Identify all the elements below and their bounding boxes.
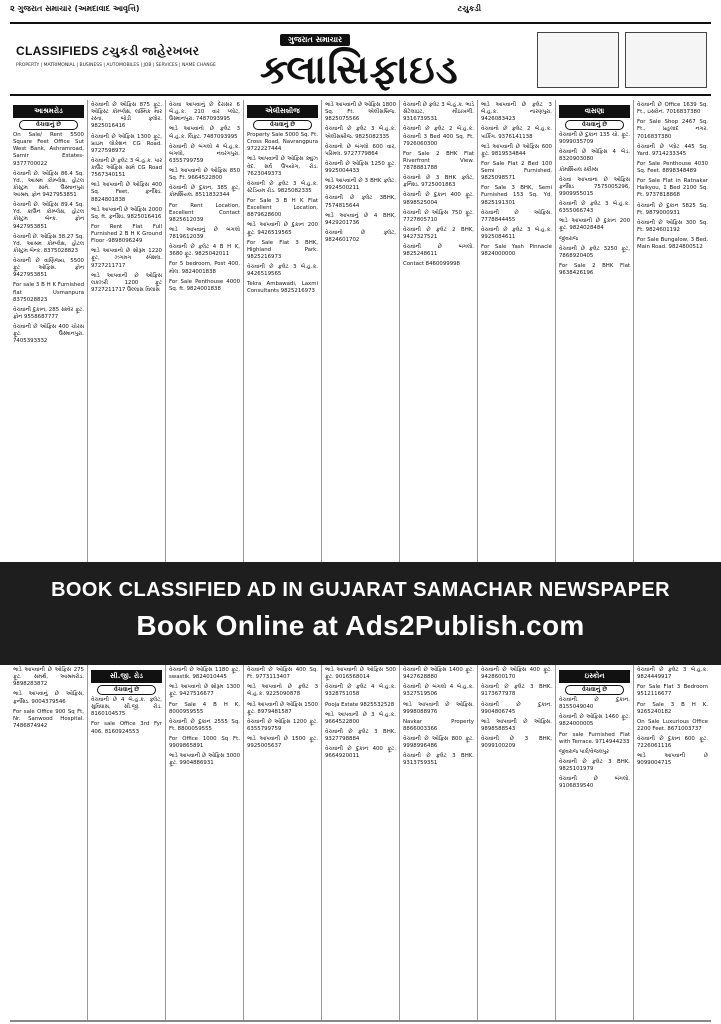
classified-column [322,100,400,562]
classified-ad: For Sale Yash Pinnacle 9824000000 [481,244,552,258]
classified-ad: For sale Office 900 Sq Ft, Nr. Sanwood Hospital. 7486874942 [13,708,84,729]
classified-ad: વેચવાની છે ઓફિસ 1460 ફૂટ. 9824000005 [559,714,630,728]
classified-column [88,100,166,562]
classified-ad: વેચવાની છે ઓફિસ 750 ફૂટ. 7727805710 [403,209,474,223]
page-number-edition: ૨ ગુજરાત સમાચાર (અમદાવાદ આવૃત્તિ) [10,4,140,13]
category-subheading: વેચવાનું છે [97,685,156,695]
classified-ad: ભાડે આપવાની છે ઓફિસ 600 ફૂટ. 9819534844 [481,143,552,157]
classified-ad: વેચવાની છે ઓફિસ 875 ફૂટ. ઓફિસ્ટ કોમ્પ્લેક્ષ, લક્ષ્મિક માર રસ્તા, બોડી ફ્લોર. 9825016416 [91,102,162,130]
classified-column [400,100,478,562]
classified-ad: વેચવાની છે ફ્લેટ 4 B H K, 3680 ફૂટ. 9825042011 [169,244,240,258]
classified-ad: વેચવાની છે ઓફિસ 800 ફૂટ. 9998996486 [403,736,474,750]
category-subheading: વેચવાનું છે [565,120,624,130]
classified-ad: વેચવાની છે દુકાન 400 ફૂટ. 9664920011 [325,746,396,760]
classified-ad: ભાડે આપવાની છે ફ્લેટ 3 બે.હ.ક. નારણપુરા. 9426083423 [481,102,552,123]
bottom-classified-columns [10,665,711,1020]
classified-ad: વેચવાની છે ફ્લેટ 3 બે.હ.ક. પાર કાઉંટ ઓફિસ સામે CG Road 7567340151 [91,157,162,179]
area-heading: એલીસબ્રીજ [247,105,318,118]
classified-ad: વેચવાની છે ઓફિસ 400 ચોરસ ફૂટ. ઉસ્માનપુરા. 7405393332 [13,324,84,345]
category-subheading: વેચવાનું છે [253,120,312,130]
classified-ad: Contact 8460099998 [403,261,460,268]
classified-ad: ભાડે આપવાનું છે 4 BHK, 9429201736 [325,212,396,226]
masthead-ad-box [537,32,619,88]
classified-ad: વેચવાની છે ફ્લેટ 3 બે.હ.ક. એલીસબ્રીજ. 9825082335 [325,126,396,140]
classified-ad: વેચવાની છે દુકાન 5825 Sq. Ft. 9879000931 [637,202,708,216]
classified-ad: વેચવાની છે બંગલો. 9825248611 [403,244,474,258]
classified-ad: For Sale 4 B H K, 8000959555 [169,701,240,715]
classified-ad: ભાડે આપવાનો છે ઓફિસ 850 Sq. Ft. 9664522800 [169,168,240,182]
classified-ad: For Rent Location, Excellent Contact 9825612039 [169,202,240,223]
classified-ad: For Sale 3 B H K. 9265240182 [637,701,708,715]
banner-headline: BOOK CLASSIFIED AD IN GUJARAT SAMACHAR NEWSPAPER [51,579,670,601]
classified-ad: વેચવાની છે ઓફિસ 1200 ફૂટ. 6355799759 [247,718,318,732]
classified-ad: વેચવાની છે ફ્લેટ 3 BHK. 9313759351 [403,753,474,767]
classified-ad: On Sale/ Rent 5500 Square Feet Office Sut West Bank, Ashramroad, Samir Estates- 9377700022 [13,132,84,167]
classified-ad: વેચવાની છે ફ્લેટ 3 બે.હ.ક. ભાડે સેટેલાઇટ, મીઠાખળી. 9316739531 [403,102,474,123]
area-heading: ઇસ્કોન [559,670,630,683]
classified-ad: વેચવાની છે ફ્લેટ 3 બે.હ.ક. 9426519565 [247,264,318,278]
classified-ad: વેચવાની છે વાણિજ્ય, 5500 ફૂટ ઓફિસ. ફોન 9427953851 [13,258,84,279]
classified-ad: For Sale 3 BHK, Semi Furnished 153 Sq. Yd. 9825191301 [481,185,552,206]
classified-ad: ભાડે આપવાની છે 3 BHK ફ્લેટ. 9924500211 [325,178,396,192]
classified-ad: ભાડે આપવાની છે ઓફિસ 275 ફૂટ. સમર્થ, આશ્રમરોડ. 9898283872 [13,667,84,688]
classified-ad: Pooja Estate 9825532528 [325,701,395,708]
classified-ad: વેચવાની છે 4 બે.હ.ક. ફ્લેટ, સુવિધાસ, સી.જી. રોડ. 8160104575 [91,697,162,718]
promo-banner[interactable] [0,562,721,665]
classified-ad: વેચવાની છે બંગલો. 9106839540 [559,776,630,790]
classified-ad: ભાડે આપવાની છે 3 બે.હ.ક. 9664522800 [325,711,396,725]
classified-column [478,665,556,1020]
classified-ad: ભાડે આપવાની છે દુકાન 200 ફૂટ. 9426519565 [247,222,318,236]
classified-column [634,100,711,562]
classifieds-label-block [16,44,226,69]
classified-ad: જીવરાજ [559,235,578,242]
classified-column [634,665,711,1020]
classified-ad: વેચવા આપવાનું છે દેરાસર 6 બે.હ.ક. 210 વાર પ્લોટ, ઉસ્માનપુરા. 7487093995 [169,102,240,123]
area-heading: આશ્રમરોડ [13,105,84,118]
classified-ad: For Sale 3 B H K Flat Excellent Location, 8879628600 [247,198,318,219]
classified-ad: For Sale Shop 2467 Sq. Ft., પ્રહલાદ નગર. 7016837380 [637,119,708,140]
classified-ad: વેચવાની છે ફ્લેટ 3 બે.હ.ક. 9925084611 [481,226,552,240]
classified-ad: વેચવાની છે દુકાન 600 ફૂટ. 7226061116 [637,736,708,750]
classified-ad: ભાડે આપવાની છે ઓફિસ લક્ઝરી 1200 ફૂટ 9727211717 ઉલ્લાસ વિલાસ [91,272,162,293]
classified-ad: વેચવાની છે ફ્લેટ 4 બે.હ.ક. 9328751058 [325,684,396,698]
classified-ad: વેચવાની છે પ્લોટ 445 Sq. Yard. 9714233345 [637,143,708,157]
classified-ad: For Sale Flat in Ratnakar Haikyou, 1 Bed 2100 Sq. Ft. 9737818868 [637,178,708,199]
classified-ad: વેચવાની દુકાન, 285 સ્ક્વેર ફૂટ. ફોન 9558687777 [13,306,84,320]
classified-ad: ભાડે આપવાની છે ઓફિસ 3000 ફૂટ. 9904886931 [169,753,240,767]
category-subheading: વેચવાનું છે [19,120,78,130]
classified-ad: ભાડે આપવાનો છે શોરૂમ 1220 ફૂટ, ઝગમગ સ્પેશલ. 9727211717 [91,248,162,269]
classified-ad: વેચવાની છે ઓફિસ 4 બેડ. 8320903080 [559,149,630,163]
classified-ad: કોમર્શિયલ સ્કીમ્સ [559,166,599,173]
classified-column [556,665,634,1020]
classified-ad: વેચવાની છે 3 BHK, 9099100209 [481,736,552,750]
classified-ad: વેચવાની છે ફ્લેટ 3 BHK, 9327798884 [325,728,396,742]
classified-ad: Property Sale 5000 Sq. Ft. Cross Road, Navrangpura 9722227444 [247,132,318,153]
classified-ad: For Sale Flat 2 Bed 100 Semi Furnished, 9825098571 [481,160,552,182]
classified-ad: For 5 bedroom, Post 400, મોલ. 9824001838 [169,261,240,275]
classified-ad: ભાડે આપવાની છે દુકાન 200 ફૂટ. 9824028484 [559,218,630,232]
classified-ad: વેચવાની છે ફ્લેટ 2 BHK, 9427327521 [403,226,474,240]
brand-logo [260,27,459,94]
classified-ad: For Office 1000 Sq Ft. 9909865891 [169,736,240,750]
classified-ad: ભાડે આપવાનું છે ઓફિસ, ફર્નીશ્ડ. 9004379546 [13,691,84,705]
masthead-ads [537,32,707,88]
classified-ad: For Sale Penthouse 4030 Sq. Feet. 8898348489 [637,160,708,174]
classified-column [166,665,244,1020]
classified-ad: For Sale 2 BHK Flat 9638426196 [559,262,630,276]
classified-ad: વેચવાની છે બંગલો 4 બે.હ.ક. બંગલો, નવરંગપુરા. 6355799759 [169,143,240,164]
classified-ad: વેચવાનો છે ફ્લેટ 2 બે.હ.ક. પાર્કિંગ. 9376141138 [481,126,552,140]
classified-ad: ભાડે આપવાનો છે ફ્લેટ 3 બે.હ.ક. લિફ્ટ. 7487093995 [169,126,240,140]
classified-ad: વેચવાની છે ઓફિસ. 7778844455 [481,209,552,223]
classified-ad: ભાડે આપવાની છે 9099004715 [637,753,708,767]
classified-ad: વેચવાની છે દુકાન 2555 Sq. Ft. 8800059555 [169,718,240,732]
classified-ad: વેચવાનો છે 3 BHK ફ્લેટ, ફર્નિશ્ડ. 9725001863 [403,175,474,189]
category-subheading: વેચવાનું છે [565,685,624,695]
classified-ad: વેચવાની છે. ઓફિસ 86.4 Sq. Yd., આશ્રમ કોમ્પ્લેક્ષ, હોટલ કોસ્ટુમ સામે. ઉસ્માનપુરા આશ્રમ. ફોન 9427953851 [13,170,84,198]
classified-ad: વેચવાની છે દુકાન. 9904806745 [481,701,552,715]
classified-ad: Navkar Property 8866003366 [403,718,474,732]
classified-ad: વેચવાનો છે ફ્લેટ, 9824601702 [325,229,396,243]
brand-section-title: ક્લાસિફાઇડ [260,46,459,93]
classified-ad: વેચવાની છે બંગલો 4 બે.હ.ક. 9327519506 [403,684,474,698]
classified-ad: વેચવાની છે દુકાન. 8155049040 [559,697,630,711]
classified-ad: વેચવાની છે. ઓફિસ 38.27 Sq. Yd. આશ્રમ કોમ્પ્લેક્ષ, હોટલ કોસ્ટુમ બેન્ક. 8375028823 [13,233,84,254]
classified-ad: વેચવાની છે ફ્લેટ 3 બે.હ.ક. 6355066743 [559,201,630,215]
classified-column [322,665,400,1020]
classified-ad: ભાડે આપવાની છે ઓફિસ 1500 ફૂટ. 8979481587 [247,701,318,715]
classified-ad: For Sale Bungalow, 3 Bed, Main Road. 9824800512 [637,237,708,251]
classified-ad: વેચવા આપવાના છે ઓફિસ ફર્નીશ્ડ 7575005296, 9909955015 [559,176,630,197]
classified-column [478,100,556,562]
classified-column [88,665,166,1020]
classified-ad: Tekra Ambawadi, Laxmi Consultants 9825216973 [247,281,318,295]
classified-ad: For Rent Flat Full Furnished 2 B H K Ground Floor -9898096249 [91,223,162,245]
masthead [10,22,711,96]
classified-ad: વેચવાની છે ફ્લેટ 3250 ફૂટ, 7868920405 [559,245,630,259]
banner-booking-link[interactable]: Book Online at Ads2Publish.com [136,610,585,641]
classified-column [166,100,244,562]
classified-ad: વેચવાની છે ઓફિસ 1180 ફૂટ, swastik. 9824010445 [169,667,240,681]
classified-ad: વેચવાની છે દુકાન, 385 ફૂટ, કોમર્શિયલ. 8511832344 [169,185,240,199]
classified-ad: ભાડે આપવાની છે ઓફિસ 2000 Sq. ft. ફર્નીશ્ડ. 9825016416 [91,206,162,220]
classified-ad: વેચવાની છે દુકાન 135 ચો. ફૂટ. 9099035709 [559,132,630,146]
classified-column [244,100,322,562]
masthead-ad-box [625,32,707,88]
page-header [10,4,711,18]
classified-ad: વેચવાની છે ઓફિસ 400 ફૂટ. 9428600170 [481,667,552,681]
section-label: ટચુકડી [457,4,481,13]
classified-ad: ભાડે આપવાની છે ઓફિસ. 9898588543 [481,718,552,732]
classified-column [10,665,88,1020]
classified-ad: For sale Office 3rd Fyr 406. 8160924553 [91,721,162,735]
classified-ad: On Sale Luxurious Office 2200 Feet. 8671003737 [637,718,708,732]
classified-ad: ભાડે આપવાની છે ઓફિસ ક્યુઝ વેદ. સર્વ ઉપયોગ, રોડ. 7623049373 [247,156,318,177]
classified-ad: વેચવાની છે ઓફિસ 300 Sq. Ft. 9824601192 [637,219,708,233]
classified-ad: ભાડે આપવાની છે ઓફિસ. 9998088976 [403,701,474,715]
classified-ad: વેચવાની છે ફ્લેટ 2 બે.હ.ક. વેચવાની 3 Bed 400 Sq. Ft. 7926060300 [403,126,474,147]
classified-ad: જીવરાજ પાર્ક/વેજલપુર [559,748,609,755]
classified-ad: વેચવાની છે ફ્લેટ 3 BHK. 9173677978 [481,684,552,698]
brand-newspaper-name: ગુજરાત સમાચાર [280,34,350,46]
classifieds-title: CLASSIFIEDS ટચુકડી જાહેરખબર [16,44,200,58]
classified-ad: For Sale Penthouse 4000 Sq. ft. 9824001838 [169,278,240,292]
classifieds-categories: PROPERTY | MATRIMONIAL | BUSINESS | AUTOMOBILES | JOB | SERVICES | NAME CHANGE [16,63,216,68]
classified-ad: વેચવાની છે ફ્લેટ 3 BHK. 9825101979 [559,758,630,772]
classified-ad: For sale Furnished Flat with Terrace. 9714944233 [559,731,630,745]
classified-ad: ભાડે આપવાની છે 1500 ફૂટ. 9925005637 [247,736,318,750]
classified-ad: ભાડે આપવાનું છે બંગલો 7819612039 [169,226,240,240]
classified-ad: ભાડે આપવાનો છે શોરૂમ 1300 ફૂટ. 9427516677 [169,684,240,698]
classified-ad: For Sale Flat 3 Bedroom 9512116677 [637,684,708,698]
classified-ad: વેચવાની છે. ઓફિસ 89.4 Sq. Yd. ક્રાઉન કોમ્પ્લેક્ષ, હોટલ કોસ્ટુમ બેન્ક. ફોન 9427953851 [13,202,84,230]
classified-column [556,100,634,562]
classified-ad: વેચવાની છે Office 1639 Sq. Ft., ઇસ્કોન. 7016837380 [637,102,708,116]
classified-ad: વેચવાની છે ફ્લેટ 3BHK, 7574815644 [325,195,396,209]
classified-ad: ભાડે આપવાનો છે ફ્લેટ 3 બે.હ.ક. 9225090878 [247,684,318,698]
classified-ad: વેચવાની છે ઓફિસ 1400 ફૂટ. 9427628880 [403,667,474,681]
classified-ad: For Sale Flat 3 BHK, Highland Park. 9825216973 [247,239,318,260]
classified-ad: વેચવાની છે ઓફિસ 1250 ફૂટ. 9925004433 [325,160,396,174]
classified-ad: વેચવાની છે ફ્લેટ 3 બે.હ.ક. સ્ટેડિયમ રોડ. 9825082335 [247,180,318,194]
classified-column [400,665,478,1020]
classified-ad: For Sale 2 BHK Flat Riverfront View. 7878881788 [403,150,474,171]
classified-column [244,665,322,1020]
area-heading: સી.જી. રોડ [91,670,162,683]
classified-ad: વેચવાની છે ફ્લેટ 3 બે.હ.ક. 9824449917 [637,667,708,681]
classified-ad: વેચવાની છે ઓફિસ 1300 ફૂટ, પ્રાઇમ લોકેશન CG Road. 9727598972 [91,133,162,154]
classified-ad: વેચવાની છે દુકાન 400 ફૂટ. 9898525004 [403,192,474,206]
classified-column [10,100,88,562]
top-classified-columns [10,100,711,562]
classified-ad: ભાડે આપવાની છે ઓફિસ 400 Sq. Feet, ફર્નીશ્ડ. 8824801838 [91,182,162,203]
area-heading: વાસણા [559,105,630,118]
classified-ad: વેચવાનો છે બંગલો 600 વાર, પરિમલ. 9727779864 [325,143,396,157]
classified-ad: ભાડે આપવાની છે ઓફિસ 500 ફૂટ. 9016568014 [325,667,396,681]
classified-ad: વેચવાની છે ઓફિસ 400 Sq. Ft. 9773113407 [247,667,318,681]
classified-ad: ભાડે આપવાની છે ઓફિસ 1800 Sq. Ft. એલીસબ્રિજ. 9825075566 [325,102,396,123]
color-registration-strip [10,1020,711,1022]
classified-ad: For sale 3 B H K Furnished flat Usmanpura 8375028823 [13,282,84,303]
